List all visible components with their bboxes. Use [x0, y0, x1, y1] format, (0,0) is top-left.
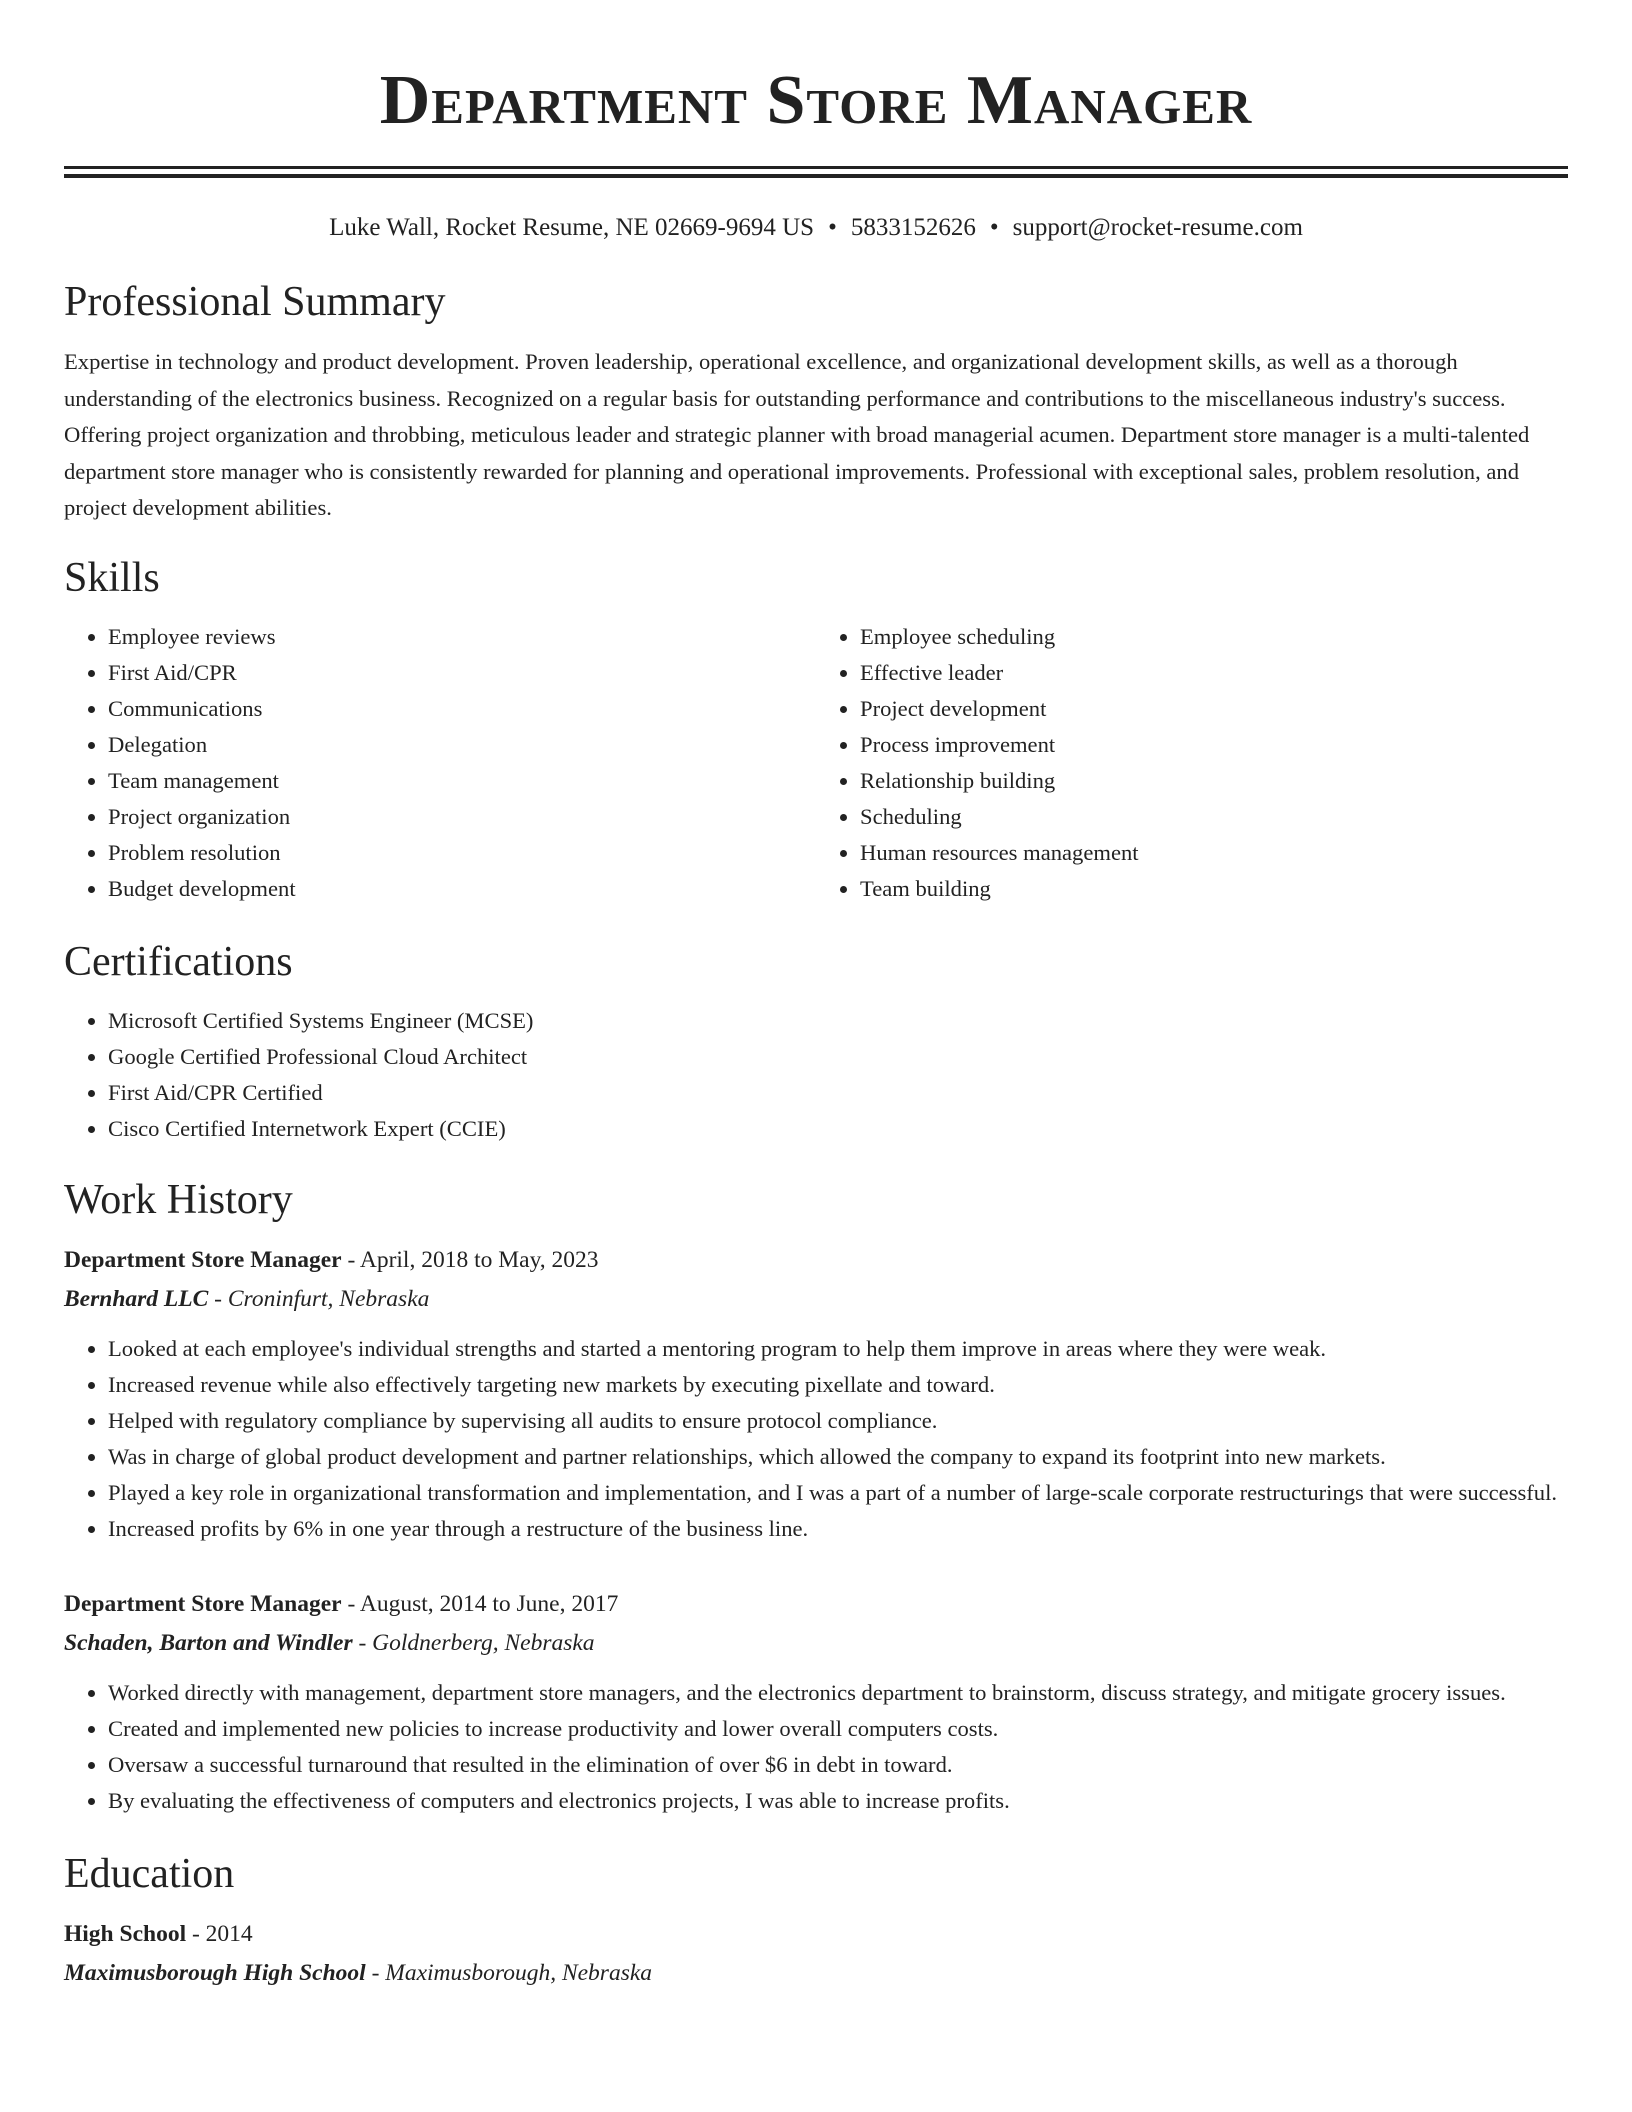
education-location: - Maximusborough, Nebraska [365, 1959, 653, 1986]
certifications-heading: Certifications [64, 938, 293, 985]
job-employer: Bernhard LLC [64, 1285, 209, 1312]
skill-item: • Employee reviews [108, 619, 816, 655]
work-history-section [64, 1175, 1568, 1819]
job-bullet: • Looked at each employee's individual strengths and started a mentoring program to help them improve in areas where they were weak. [108, 1331, 1568, 1367]
title-rule-bottom [64, 174, 1568, 178]
certification-item: • Cisco Certified Internetwork Expert (CCIE) [108, 1111, 1568, 1147]
education-heading: Education [64, 1850, 235, 1897]
work-history-heading: Work History [64, 1176, 293, 1223]
skill-item: • Project development [860, 691, 1568, 727]
professional-summary-section [64, 277, 1568, 527]
skill-item: • First Aid/CPR [108, 655, 816, 691]
education-section [64, 1849, 1568, 1993]
resume-title: Department Store Manager [379, 62, 1253, 139]
contact-address: Luke Wall, Rocket Resume, NE 02669-9694 US [329, 214, 815, 241]
job-bullet: • Created and implemented new policies to increase productivity and lower overall computers costs. [108, 1711, 1568, 1747]
summary-heading: Professional Summary [64, 279, 446, 325]
title-rule-top [64, 166, 1568, 169]
job-bullet: • Increased revenue while also effectively targeting new markets by executing pixellate and toward. [108, 1367, 1568, 1403]
skill-item: • Human resources management [860, 835, 1568, 871]
job-title: Department Store Manager [64, 1590, 342, 1617]
job-dates: - August, 2014 to June, 2017 [341, 1590, 619, 1617]
education-school-line [64, 1953, 1568, 1993]
job-title: Department Store Manager [64, 1246, 342, 1273]
skills-section [64, 553, 1568, 907]
job-bullet: • Worked directly with management, department store managers, and the electronics department to brainstorm, discuss strategy, and mitigate grocery issues. [108, 1675, 1568, 1711]
job-employer-line [64, 1279, 1568, 1319]
job-bullet: • Was in charge of global product development and partner relationships, which allowed the company to expand its footprint into new markets. [108, 1439, 1568, 1475]
certifications-section [64, 937, 1568, 1147]
contact-separator: • [828, 214, 837, 241]
skill-item: • Team building [860, 871, 1568, 907]
job-bullet: • Helped with regulatory compliance by supervising all audits to ensure protocol compliance. [108, 1403, 1568, 1439]
job-bullets [64, 1675, 1568, 1819]
job-location: - Goldnerberg, Nebraska [352, 1629, 595, 1656]
skill-item: • Problem resolution [108, 835, 816, 871]
skill-item: • Delegation [108, 727, 816, 763]
summary-text: Expertise in technology and product development. Proven leadership, operational excellence, and organizational development skills, as well as a thorough understanding of the electronics business. Recognized on a regular basis for outstanding performance and contributions to the miscellaneous industry's success. Offering project organization and throbbing, meticulous leader and strategic planner with broad managerial acumen. Department store manager is a multi-talented department store manager who is consistently rewarded for planning and operational improvements. Professional with exceptional sales, problem resolution, and project development abilities. [64, 349, 1530, 520]
job-title-line [64, 1241, 1568, 1279]
job-bullet: • By evaluating the effectiveness of computers and electronics projects, I was able to increase profits. [108, 1783, 1568, 1819]
skill-item: • Process improvement [860, 727, 1568, 763]
certifications-list [64, 1003, 1568, 1147]
certification-item: • Microsoft Certified Systems Engineer (MCSE) [108, 1003, 1568, 1039]
job-dates: - April, 2018 to May, 2023 [341, 1246, 599, 1273]
job-bullet: • Played a key role in organizational transformation and implementation, and I was a part of a number of large-scale corporate restructurings that were successful. [108, 1475, 1568, 1511]
contact-email: support@rocket-resume.com [1012, 214, 1303, 241]
certification-item: • First Aid/CPR Certified [108, 1075, 1568, 1111]
education-school: Maximusborough High School [64, 1959, 366, 1986]
job-bullet: • Increased profits by 6% in one year through a restructure of the business line. [108, 1511, 1568, 1547]
skill-item: • Budget development [108, 871, 816, 907]
job-location: - Croninfurt, Nebraska [208, 1285, 430, 1312]
contact-line [64, 212, 1568, 244]
job-bullets [64, 1331, 1568, 1547]
skill-item: • Employee scheduling [860, 619, 1568, 655]
skill-item: • Effective leader [860, 655, 1568, 691]
job-entry [64, 1241, 1568, 1547]
skill-item: • Project organization [108, 799, 816, 835]
certification-item: • Google Certified Professional Cloud Architect [108, 1039, 1568, 1075]
skills-right-column [816, 619, 1568, 907]
education-degree: High School [64, 1920, 187, 1947]
job-employer: Schaden, Barton and Windler [64, 1629, 353, 1656]
skills-left-column [64, 619, 816, 907]
skills-grid [64, 619, 1568, 907]
education-degree-line [64, 1915, 1568, 1953]
job-entry [64, 1585, 1568, 1819]
contact-separator: • [989, 214, 999, 241]
skill-item: • Scheduling [860, 799, 1568, 835]
skills-heading: Skills [64, 554, 160, 601]
skill-item: • Communications [108, 691, 816, 727]
job-employer-line [64, 1623, 1568, 1663]
contact-phone: 5833152626 [850, 214, 976, 241]
skill-item: • Team management [108, 763, 816, 799]
job-title-line [64, 1585, 1568, 1623]
education-year: - 2014 [186, 1920, 253, 1947]
job-bullet: • Oversaw a successful turnaround that resulted in the elimination of over $6 in debt in toward. [108, 1747, 1568, 1783]
skill-item: • Relationship building [860, 763, 1568, 799]
